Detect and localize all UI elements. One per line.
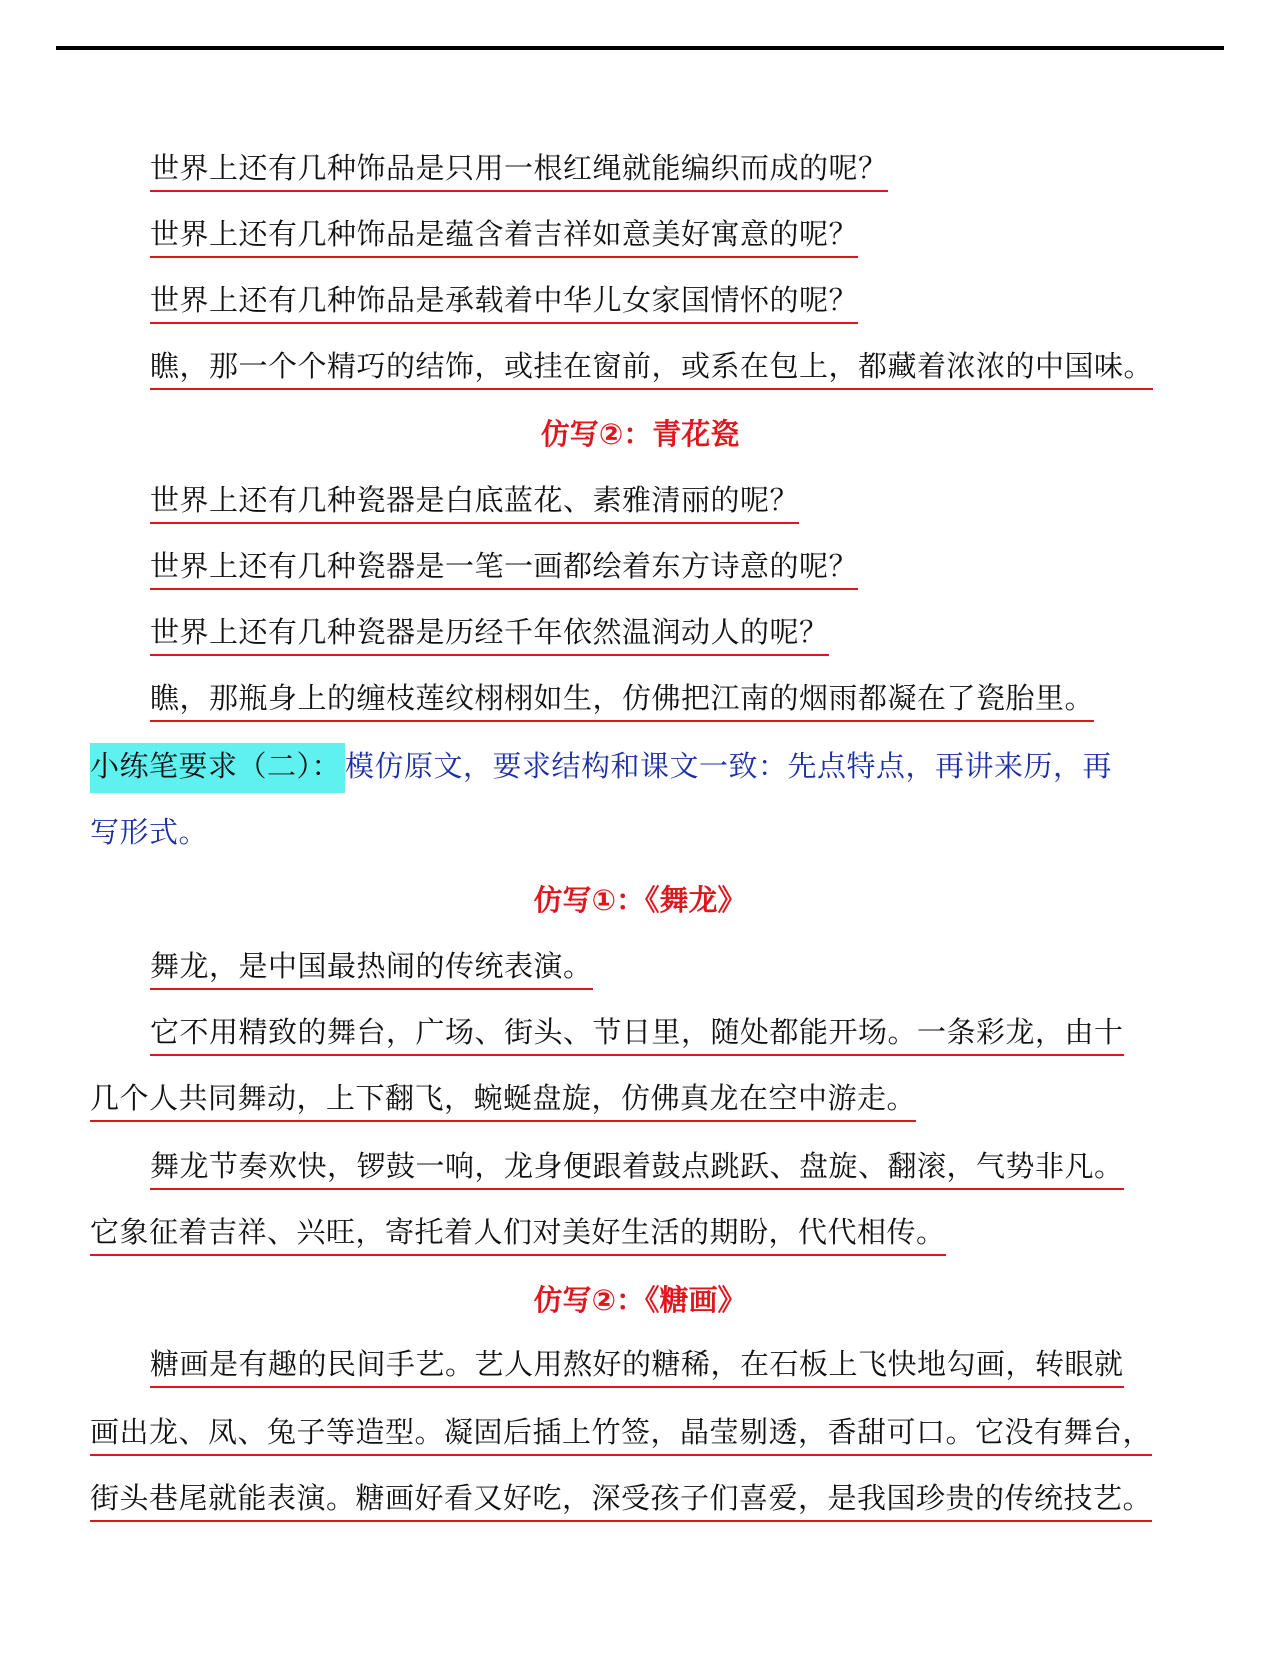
requirement-label: 小练笔要求（二）： — [90, 743, 345, 793]
text-line: 它象征着吉祥、兴旺，寄托着人们对美好生活的期盼，代代相传。 — [90, 1212, 946, 1256]
text-line: 舞龙，是中国最热闹的传统表演。 — [150, 946, 593, 990]
text-line: 街头巷尾就能表演。糖画好看又好吃，深受孩子们喜爱，是我国珍贵的传统技艺。 — [90, 1478, 1152, 1522]
requirement-line — [90, 746, 1112, 786]
text-line: 世界上还有几种瓷器是一笔一画都绘着东方诗意的呢？ — [150, 546, 858, 590]
text-line: 糖画是有趣的民间手艺。艺人用熬好的糖稀，在石板上飞快地勾画，转眼就 — [150, 1344, 1124, 1388]
section-heading: 仿写①：《舞龙》 — [533, 883, 747, 917]
requirement-text: 模仿原文，要求结构和课文一致：先点特点，再讲来历，再 — [345, 749, 1113, 783]
top-rule — [56, 46, 1224, 50]
text-line: 世界上还有几种饰品是承载着中华儿女家国情怀的呢？ — [150, 280, 858, 324]
text-line: 画出龙、凤、兔子等造型。凝固后插上竹签，晶莹剔透，香甜可口。它没有舞台， — [90, 1412, 1152, 1456]
text-line: 世界上还有几种饰品是只用一根红绳就能编织而成的呢？ — [150, 148, 888, 192]
text-line: 世界上还有几种瓷器是白底蓝花、素雅清丽的呢？ — [150, 480, 799, 524]
text-line: 瞧，那一个个精巧的结饰，或挂在窗前，或系在包上，都藏着浓浓的中国味。 — [150, 346, 1153, 390]
section-heading: 仿写②：《糖画》 — [533, 1283, 747, 1317]
text-line: 世界上还有几种饰品是蕴含着吉祥如意美好寓意的呢？ — [150, 214, 858, 258]
text-line: 几个人共同舞动，上下翻飞，蜿蜒盘旋，仿佛真龙在空中游走。 — [90, 1078, 916, 1122]
text-line: 舞龙节奏欢快，锣鼓一响，龙身便跟着鼓点跳跃、盘旋、翻滚，气势非凡。 — [150, 1146, 1124, 1190]
requirement-text-continued: 写形式。 — [90, 815, 209, 849]
text-line: 世界上还有几种瓷器是历经千年依然温润动人的呢？ — [150, 612, 829, 656]
section-heading: 仿写②：青花瓷 — [540, 417, 740, 451]
text-line: 它不用精致的舞台，广场、街头、节日里，随处都能开场。一条彩龙，由十 — [150, 1012, 1124, 1056]
text-line: 瞧，那瓶身上的缠枝莲纹栩栩如生，仿佛把江南的烟雨都凝在了瓷胎里。 — [150, 678, 1094, 722]
